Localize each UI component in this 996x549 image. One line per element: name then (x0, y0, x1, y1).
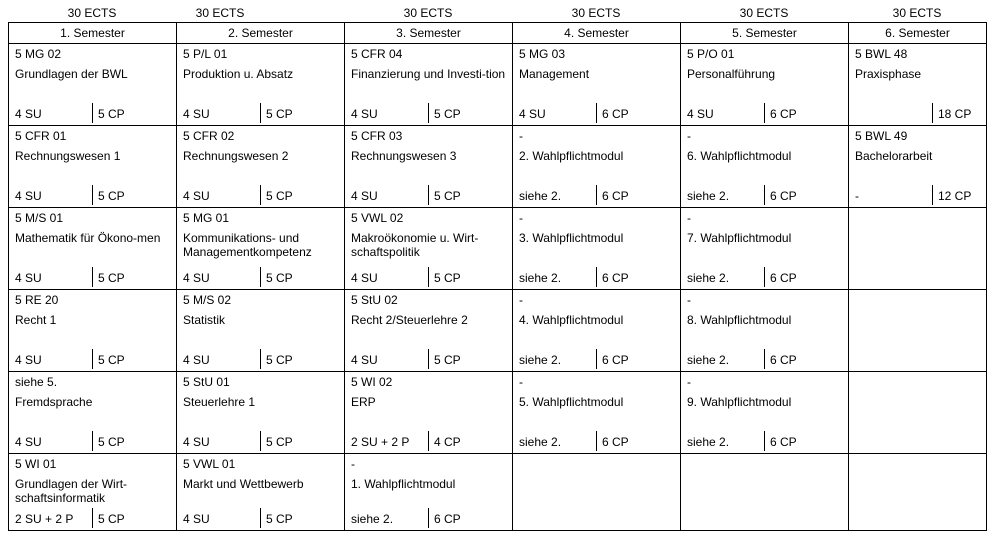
module-title: 7. Wahlpflichtmodul (687, 231, 792, 245)
module-cell (177, 290, 345, 372)
module-hours: siehe 2. (687, 353, 730, 367)
module-row (9, 290, 987, 372)
module-code: 5 CFR 04 (351, 47, 403, 61)
module-cp: 5 CP (428, 349, 461, 369)
module-cp: 5 CP (428, 103, 461, 123)
ects-label: 30 ECTS (892, 6, 942, 20)
module-cell (9, 290, 177, 372)
module-hours: 4 SU (183, 435, 210, 449)
module-cell (681, 208, 849, 290)
module-code: 5 StU 01 (183, 375, 230, 389)
module-hours: siehe 2. (519, 189, 562, 203)
module-cp: 6 CP (764, 185, 797, 205)
ects-label: 30 ECTS (67, 6, 117, 20)
module-cell (849, 126, 987, 208)
module-hours: 4 SU (15, 435, 42, 449)
module-credits (681, 189, 848, 203)
module-credits (345, 107, 512, 121)
module-cell (9, 44, 177, 126)
module-cell (177, 126, 345, 208)
module-hours: 4 SU (183, 107, 210, 121)
module-code: 5 CFR 01 (15, 129, 67, 143)
empty-cell (849, 454, 987, 531)
module-code: - (351, 457, 355, 471)
module-title: 5. Wahlpflichtmodul (519, 395, 624, 409)
module-cell (9, 208, 177, 290)
module-code: 5 RE 20 (15, 293, 59, 307)
module-code: 5 StU 02 (351, 293, 398, 307)
module-hours: 2 SU + 2 P (15, 512, 74, 526)
module-credits (513, 353, 680, 367)
module-cp: 5 CP (92, 103, 125, 123)
module-cp: 5 CP (92, 185, 125, 205)
module-title: Rechnungswesen 3 (351, 149, 457, 163)
module-hours: siehe 2. (351, 512, 394, 526)
semester-header-row (9, 23, 987, 44)
module-cp: 5 CP (260, 185, 293, 205)
module-credits (681, 435, 848, 449)
module-credits (9, 107, 176, 121)
module-credits (345, 435, 512, 449)
module-cp: 6 CP (764, 267, 797, 287)
module-title: Grundlagen der Wirt-schaftsinformatik (15, 477, 128, 505)
module-credits (177, 435, 344, 449)
module-credits (177, 353, 344, 367)
module-code: - (687, 129, 691, 143)
module-cp: 6 CP (764, 103, 797, 123)
module-credits (9, 353, 176, 367)
module-cell (177, 372, 345, 454)
module-hours: 4 SU (519, 107, 546, 121)
module-title: Personalführung (687, 67, 776, 81)
module-code: 5 M/S 02 (183, 293, 232, 307)
module-hours: 4 SU (15, 189, 42, 203)
module-code: 5 VWL 02 (351, 211, 404, 225)
module-code: - (519, 211, 523, 225)
module-title: 4. Wahlpflichtmodul (519, 313, 624, 327)
module-title: 6. Wahlpflichtmodul (687, 149, 792, 163)
module-credits (177, 271, 344, 285)
module-title: 1. Wahlpflichtmodul (351, 477, 456, 491)
module-title: 9. Wahlpflichtmodul (687, 395, 792, 409)
module-code: 5 CFR 03 (351, 129, 403, 143)
module-cell (513, 126, 681, 208)
module-code: - (519, 129, 523, 143)
empty-cell (681, 454, 849, 531)
module-cp: 6 CP (764, 349, 797, 369)
module-cp: 5 CP (260, 349, 293, 369)
module-credits (9, 189, 176, 203)
module-hours: siehe 2. (519, 271, 562, 285)
module-title: Kommunikations- und Managementkompetenz (183, 231, 312, 259)
empty-cell (849, 290, 987, 372)
module-cp: 5 CP (92, 508, 125, 528)
module-cell (345, 372, 513, 454)
module-title: Mathematik für Ökono-men (15, 231, 161, 245)
module-code: - (687, 375, 691, 389)
module-code: - (687, 211, 691, 225)
ects-label: 30 ECTS (195, 6, 245, 20)
module-cp: 18 CP (932, 103, 971, 123)
module-cell (345, 454, 513, 531)
semester-header: 4. Semester (513, 23, 681, 44)
module-cell (177, 44, 345, 126)
module-hours: 4 SU (183, 512, 210, 526)
module-code: 5 P/L 01 (183, 47, 228, 61)
module-credits (681, 107, 848, 121)
module-title: Makroökonomie u. Wirt-schaftspolitik (351, 231, 479, 259)
module-credits (177, 189, 344, 203)
ects-label: 30 ECTS (571, 6, 621, 20)
module-credits (513, 271, 680, 285)
module-credits (9, 271, 176, 285)
module-title: Steuerlehre 1 (183, 395, 256, 409)
module-code: - (519, 375, 523, 389)
module-cp: 5 CP (260, 508, 293, 528)
module-credits (345, 189, 512, 203)
module-credits (681, 271, 848, 285)
module-title: 8. Wahlpflichtmodul (687, 313, 792, 327)
module-credits (177, 107, 344, 121)
semester-header: 5. Semester (681, 23, 849, 44)
curriculum-table (8, 22, 987, 531)
module-title: ERP (351, 395, 376, 409)
module-credits (513, 189, 680, 203)
ects-label: 30 ECTS (403, 6, 453, 20)
module-cell (177, 208, 345, 290)
module-cell (9, 126, 177, 208)
ects-label: 30 ECTS (739, 6, 789, 20)
module-hours: siehe 2. (687, 435, 730, 449)
module-hours: 4 SU (351, 189, 378, 203)
module-credits (345, 271, 512, 285)
module-cp: 6 CP (428, 508, 461, 528)
module-code: 5 MG 02 (15, 47, 62, 61)
semester-header: 3. Semester (345, 23, 513, 44)
module-title: Recht 1 (15, 313, 57, 327)
module-cell (681, 290, 849, 372)
semester-header: 2. Semester (177, 23, 345, 44)
module-title: 3. Wahlpflichtmodul (519, 231, 624, 245)
module-hours: 4 SU (687, 107, 714, 121)
module-code: 5 M/S 01 (15, 211, 64, 225)
module-row (9, 126, 987, 208)
module-hours: 4 SU (15, 271, 42, 285)
module-code: 5 BWL 48 (855, 47, 908, 61)
module-cell (681, 126, 849, 208)
module-cell (345, 208, 513, 290)
module-cell (681, 372, 849, 454)
module-code: 5 MG 01 (183, 211, 230, 225)
module-cell (9, 454, 177, 531)
module-title: Management (519, 67, 590, 81)
module-credits (345, 353, 512, 367)
module-cp: 4 CP (428, 431, 461, 451)
module-cp: 12 CP (932, 185, 971, 205)
module-hours: 4 SU (351, 271, 378, 285)
module-title: Statistik (183, 313, 226, 327)
module-cp: 6 CP (596, 267, 629, 287)
module-credits (9, 512, 176, 526)
empty-cell (849, 208, 987, 290)
module-code: 5 VWL 01 (183, 457, 236, 471)
module-cell (849, 44, 987, 126)
module-title: Markt und Wettbewerb (183, 477, 304, 491)
module-code: 5 WI 02 (351, 375, 393, 389)
module-cp: 6 CP (596, 103, 629, 123)
module-hours: 4 SU (183, 353, 210, 367)
module-row (9, 454, 987, 531)
module-code: - (519, 293, 523, 307)
module-title: Rechnungswesen 1 (15, 149, 121, 163)
module-hours: 4 SU (15, 353, 42, 367)
module-cp: 5 CP (260, 431, 293, 451)
module-cell (345, 44, 513, 126)
module-cell (513, 372, 681, 454)
module-title: Praxisphase (855, 67, 922, 81)
module-hours: 4 SU (351, 107, 378, 121)
module-code: 5 MG 03 (519, 47, 566, 61)
module-hours: - (855, 189, 859, 203)
module-cell (513, 208, 681, 290)
module-code: - (687, 293, 691, 307)
module-row (9, 208, 987, 290)
semester-header: 1. Semester (9, 23, 177, 44)
module-cp: 5 CP (260, 267, 293, 287)
module-title: Finanzierung und Investi-tion (351, 67, 506, 81)
module-row (9, 44, 987, 126)
module-code: 5 WI 01 (15, 457, 57, 471)
module-code: siehe 5. (15, 375, 58, 389)
module-cell (9, 372, 177, 454)
module-code: 5 P/O 01 (687, 47, 735, 61)
module-credits (513, 107, 680, 121)
module-code: 5 CFR 02 (183, 129, 235, 143)
module-credits (345, 512, 512, 526)
module-title: Recht 2/Steuerlehre 2 (351, 313, 468, 327)
module-cell (681, 44, 849, 126)
module-credits (681, 353, 848, 367)
module-credits (849, 189, 986, 203)
module-cp: 5 CP (428, 185, 461, 205)
module-title: Grundlagen der BWL (15, 67, 128, 81)
module-cp: 5 CP (92, 267, 125, 287)
module-hours: 4 SU (183, 271, 210, 285)
module-hours: 4 SU (15, 107, 42, 121)
empty-cell (849, 372, 987, 454)
module-title: Bachelorarbeit (855, 149, 933, 163)
module-cell (345, 126, 513, 208)
module-cp: 6 CP (596, 185, 629, 205)
module-hours: siehe 2. (519, 353, 562, 367)
module-cell (345, 290, 513, 372)
module-cp: 6 CP (596, 349, 629, 369)
module-title: Fremdsprache (15, 395, 93, 409)
module-title: 2. Wahlpflichtmodul (519, 149, 624, 163)
module-title: Produktion u. Absatz (183, 67, 294, 81)
module-credits (9, 435, 176, 449)
module-hours: 4 SU (183, 189, 210, 203)
module-title: Rechnungswesen 2 (183, 149, 289, 163)
module-cp: 5 CP (428, 267, 461, 287)
module-credits (849, 107, 986, 121)
module-credits (513, 435, 680, 449)
semester-header: 6. Semester (849, 23, 987, 44)
module-hours: 2 SU + 2 P (351, 435, 410, 449)
module-cp: 5 CP (260, 103, 293, 123)
module-cell (513, 290, 681, 372)
module-row (9, 372, 987, 454)
module-hours: siehe 2. (519, 435, 562, 449)
module-cp: 6 CP (596, 431, 629, 451)
module-cell (177, 454, 345, 531)
module-cell (513, 44, 681, 126)
module-cp: 5 CP (92, 431, 125, 451)
module-credits (177, 512, 344, 526)
module-hours: siehe 2. (687, 189, 730, 203)
module-cp: 5 CP (92, 349, 125, 369)
module-hours: 4 SU (351, 353, 378, 367)
module-cp: 6 CP (764, 431, 797, 451)
empty-cell (513, 454, 681, 531)
module-hours: siehe 2. (687, 271, 730, 285)
module-code: 5 BWL 49 (855, 129, 908, 143)
